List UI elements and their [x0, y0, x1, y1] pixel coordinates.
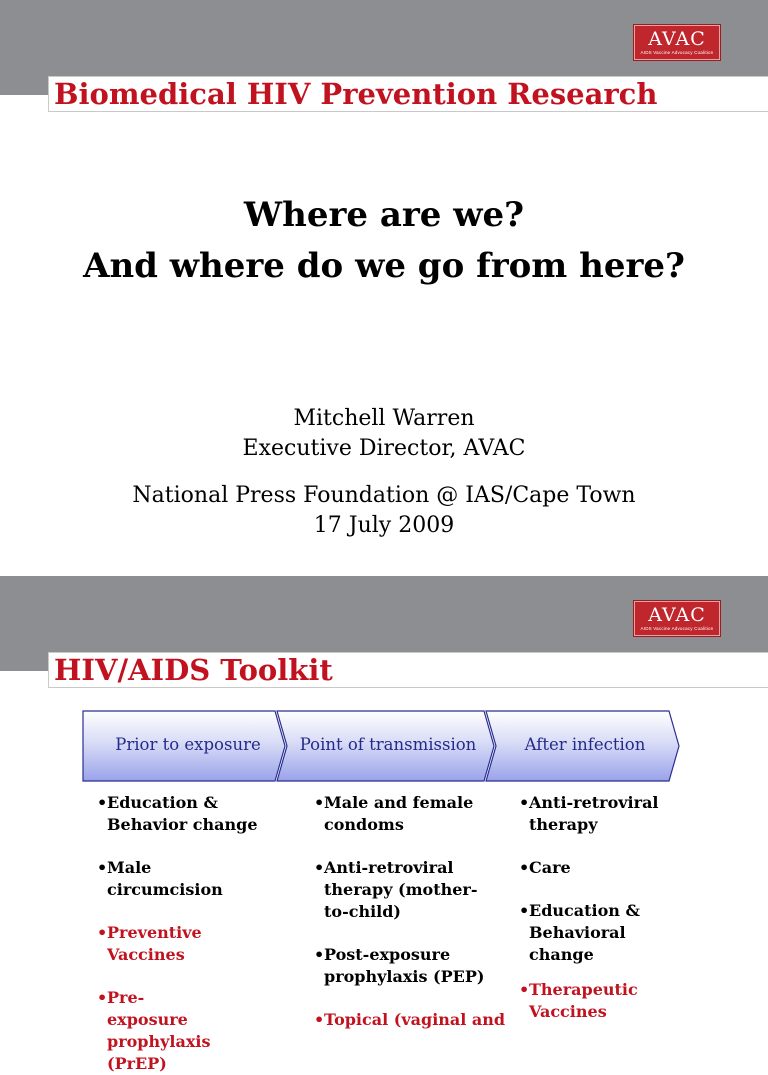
list-item: • Anti-retroviral therapy	[519, 792, 669, 836]
slide-toolkit	[0, 576, 768, 1073]
list-item: • Preventive Vaccines	[97, 922, 267, 966]
title-box	[48, 652, 768, 688]
list-item: • Therapeutic Vaccines	[519, 979, 641, 1023]
title-box	[48, 76, 768, 112]
list-item: • Education & Behavioral change	[519, 900, 647, 966]
logo-subtext: AIDS Vaccine Advocacy Coalition	[640, 626, 714, 631]
list-item: • Education & Behavior change	[97, 792, 267, 836]
list-item: • Male circumcision	[97, 857, 267, 901]
logo-text: AVAC	[648, 28, 706, 50]
event-name: National Press Foundation @ IAS/Cape Town	[132, 483, 636, 508]
stage-label-prior: Prior to exposure	[115, 735, 261, 754]
presenter-name: Mitchell Warren	[293, 406, 475, 431]
column-transmission	[314, 792, 506, 1031]
slide-title-text: HIV/AIDS Toolkit	[54, 653, 333, 687]
logo-subtext: AIDS Vaccine Advocacy Coalition	[640, 50, 714, 55]
list-item: • Male and female condoms	[314, 792, 474, 836]
event-date: 17 July 2009	[313, 513, 455, 538]
column-after	[519, 792, 669, 1023]
logo-text: AVAC	[648, 604, 706, 626]
list-item: • Post-exposure prophylaxis (PEP)	[314, 944, 496, 988]
list-item: • Care	[519, 857, 669, 879]
stage-label-transmission: Point of transmission	[299, 735, 477, 754]
list-item: • Pre-exposure prophylaxis (PrEP)	[97, 987, 217, 1075]
presenter-role: Executive Director, AVAC	[242, 436, 526, 461]
stage-label-after: After infection	[524, 735, 646, 754]
slide-title-text: Biomedical HIV Prevention Research	[54, 77, 658, 111]
column-prior	[97, 792, 267, 1075]
list-item: • Topical (vaginal and	[314, 1009, 496, 1031]
headline-line-1: Where are we?	[243, 195, 525, 235]
list-item: • Anti-retroviral therapy (mother-to-child)	[314, 857, 478, 923]
avac-logo	[634, 25, 720, 60]
headline-line-2: And where do we go from here?	[83, 246, 685, 286]
avac-logo	[634, 601, 720, 636]
